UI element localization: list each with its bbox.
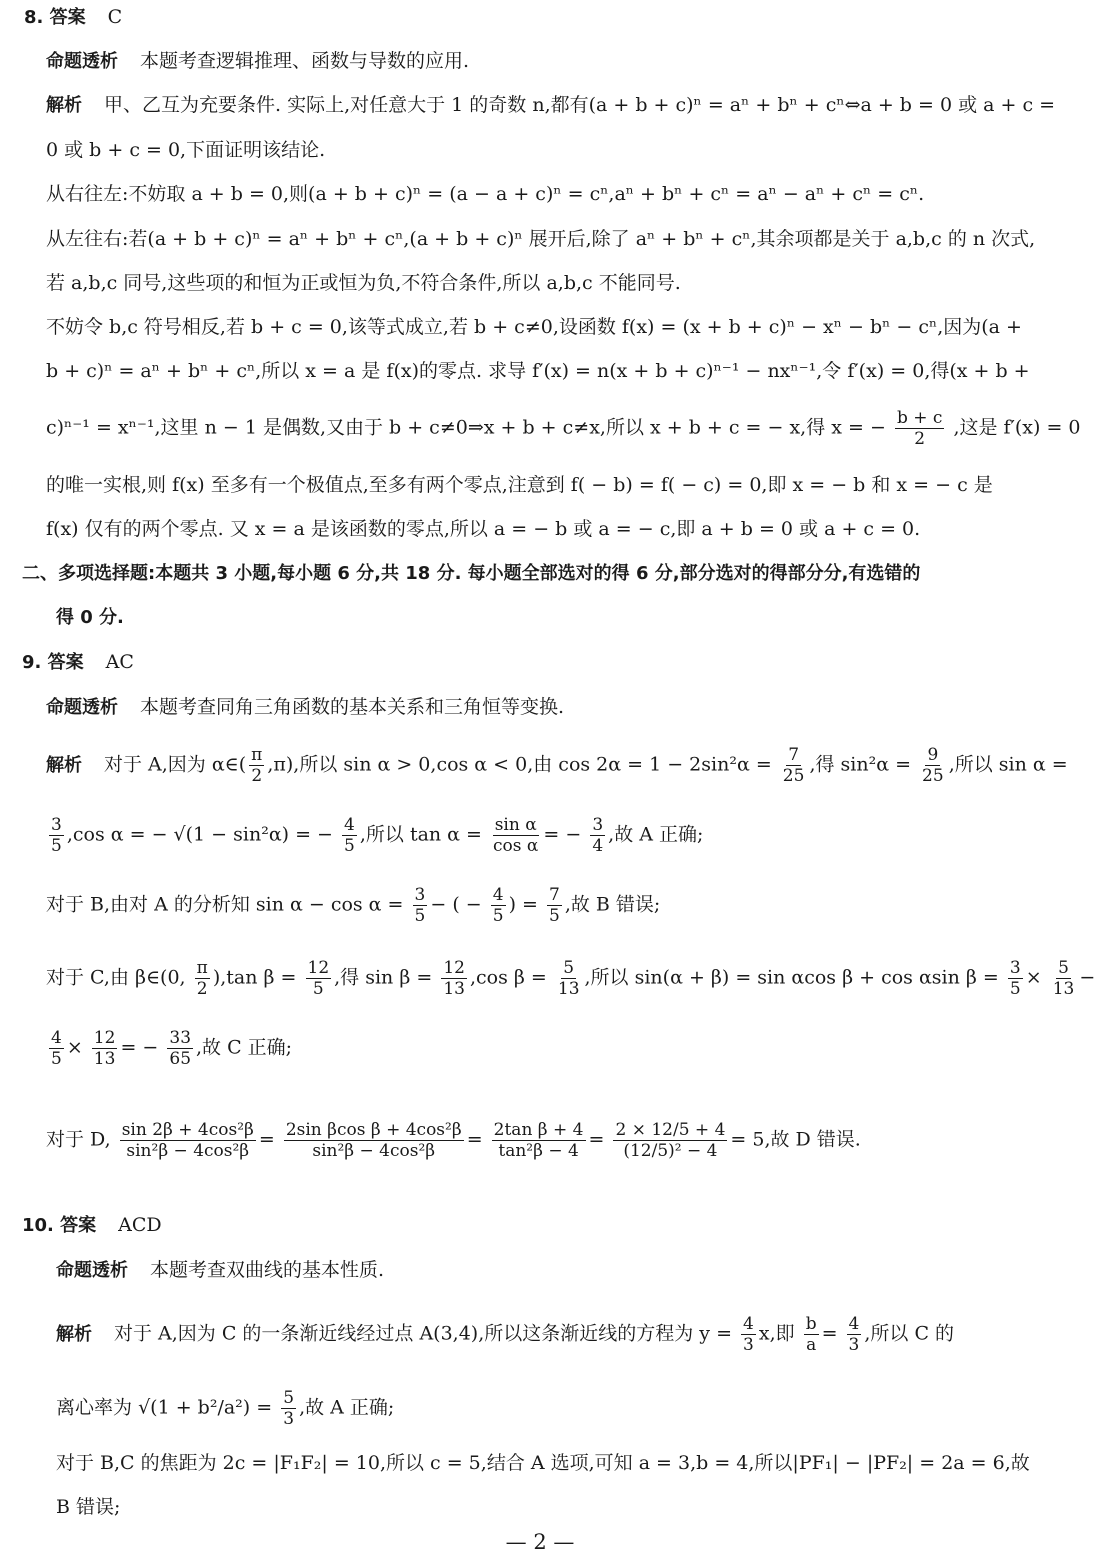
q9-answer: AC — [105, 651, 134, 673]
q9-e-den-5: 5 — [51, 1049, 62, 1069]
q8-answer-line — [24, 4, 1080, 31]
q9-analysis-tag: 命题透析 — [46, 697, 118, 718]
q9-e-frac-33-65 — [167, 1028, 193, 1069]
q8-text-7: b + c)ⁿ = aⁿ + bⁿ + cⁿ,所以 x = a 是 f(x)的零点. 求导 f′(x) = n(x + b + c)ⁿ⁻¹ − nxⁿ⁻¹,令 f′(x) = 0,得(x + b + — [46, 360, 1030, 382]
q9-a-text-1: 对于 A,因为 α∈ — [104, 753, 239, 776]
q9-c-den-5c: 5 — [549, 906, 560, 926]
q10-b-num-5: 5 — [283, 1388, 295, 1408]
q9-e-text-2: = − — [120, 1036, 159, 1059]
q9-b-den-4: 4 — [592, 836, 604, 856]
q10-analysis-tag: 命题透析 — [56, 1260, 128, 1281]
q9-f-num-4: 2 × 12/5 + 4 — [615, 1120, 726, 1140]
q9-f-frac-4 — [613, 1120, 727, 1161]
q9-d-num-3: 3 — [1009, 958, 1021, 978]
q9-f-num-3: 2tan β + 4 — [493, 1120, 584, 1140]
q9-d-text-3: ,得 sin β = — [334, 966, 433, 989]
q9-b-num-3: 3 — [51, 815, 62, 835]
q10-a-frac-4-3 — [741, 1314, 756, 1355]
q9-analysis-line — [46, 694, 1080, 721]
q9-c-frac-4-5 — [491, 885, 506, 926]
q9-d-num-12b: 12 — [443, 958, 465, 978]
q9-a-text-4: ,所以 sin α = — [948, 753, 1068, 776]
q9-f-frac-1 — [120, 1120, 256, 1161]
q9-d-frac-5-13 — [556, 958, 582, 999]
q8-text-6: 不妨令 b,c 符号相反,若 b + c = 0,该等式成立,若 b + c≠0,设函数 f(x) = (x + b + c)ⁿ − xⁿ − bⁿ − cⁿ,因为(a + — [46, 316, 1022, 338]
q8-text-9: 的唯一实根,则 f(x) 至多有一个极值点,至多有两个零点,注意到 f( − b) = f( − c) = 0,即 x = − b 和 x = − c 是 — [46, 474, 993, 496]
q9-analysis-text: 本题考查同角三角函数的基本关系和三角恒等变换. — [140, 696, 565, 718]
q9-d-num-5b: 5 — [1058, 958, 1069, 978]
q9-b-num-4: 4 — [344, 815, 355, 835]
q9-c-frac-3-5 — [413, 885, 428, 926]
q9-f-text-1: 对于 D, — [46, 1128, 111, 1151]
q9-b-text-4: ,故 A 正确; — [608, 823, 704, 846]
q10-answer-line — [22, 1212, 1080, 1239]
q9-f-frac-3 — [492, 1120, 586, 1161]
q10-option-b-line-2: B 错误; — [56, 1496, 121, 1518]
q9-f-den-1: sin²β − 4cos²β — [126, 1141, 250, 1161]
q10-a-num-b: b — [805, 1314, 817, 1334]
q9-b-text-2: ,所以 tan α = — [359, 823, 482, 846]
q8-fraction — [895, 408, 944, 449]
q10-analysis-text: 本题考查双曲线的基本性质. — [150, 1259, 385, 1281]
q9-a-frac-pi2 — [249, 745, 264, 786]
q10-a-den-3: 3 — [743, 1335, 754, 1355]
q9-b-frac-3-4 — [590, 815, 605, 856]
q9-e-num-33: 33 — [169, 1028, 192, 1048]
q9-a-frac-7-25 — [781, 745, 807, 786]
q9-d-den-5: 5 — [312, 979, 324, 999]
q9-d-frac-3-5 — [1008, 958, 1023, 999]
q9-c-num-7: 7 — [549, 885, 560, 905]
section2-heading-1: 二、多项选择题:本题共 3 小题,每小题 6 分,共 18 分. 每小题全部选对的得 6 分,部分选对的得部分分,有选错的 — [22, 563, 921, 584]
q9-d-text-5: ,所以 sin(α + β) = sin αcos β + cos αsin β = — [584, 966, 999, 989]
q9-d-frac-12-5 — [306, 958, 332, 999]
q9-e-den-13: 13 — [93, 1049, 116, 1069]
q9-d-text-7: − — [1079, 966, 1095, 989]
q10-b-text-1: 离心率为 — [56, 1396, 133, 1419]
q9-b-frac-4-5 — [342, 815, 357, 856]
q9-c-text-2: − ( − — [430, 893, 482, 916]
q9-c-text-1: 对于 B,由对 A 的分析知 sin α − cos α = — [46, 893, 404, 916]
q9-d-frac-pi2 — [195, 958, 210, 999]
q10-a-num-4b: 4 — [848, 1314, 860, 1334]
q9-d-text-1: 对于 C,由 β∈(0, — [46, 966, 186, 989]
q8-text-8b: ,这是 f′(x) = 0 — [953, 416, 1081, 439]
q9-a-num-7: 7 — [788, 745, 800, 765]
q9-f-num-1: sin 2β + 4cos²β — [121, 1120, 254, 1140]
q9-f-frac-2 — [284, 1120, 464, 1161]
q9-f-den-3: tan²β − 4 — [498, 1141, 579, 1161]
q9-d-text-6: × — [1025, 966, 1042, 989]
q10-b-root: √(1 + b²/a²) — [138, 1396, 251, 1419]
q9-e-den-65: 65 — [169, 1049, 192, 1069]
q9-d-den-13: 13 — [443, 979, 465, 999]
q8-text-3: 从右往左:不妨取 a + b = 0,则(a + b + c)ⁿ = (a − a + c)ⁿ = cⁿ,aⁿ + bⁿ + cⁿ = aⁿ − aⁿ + cⁿ = cⁿ. — [46, 183, 925, 205]
q9-b-text-3: = − — [543, 823, 582, 846]
q9-e-text-3: ,故 C 正确; — [196, 1036, 293, 1059]
q8-text-8 — [46, 408, 1080, 449]
q9-b-den-5b: 5 — [344, 836, 355, 856]
q9-d-frac-5-13b — [1051, 958, 1077, 999]
q10-b-text-2: = — [256, 1396, 273, 1419]
q9-c-num-4: 4 — [492, 885, 504, 905]
q8-answer-label: 8. 答案 — [24, 7, 86, 28]
q9-e-frac-12-13 — [92, 1028, 118, 1069]
section2-heading-2: 得 0 分. — [56, 607, 124, 628]
q10-analysis-line — [56, 1257, 1080, 1284]
page-number: — 2 — — [505, 1530, 575, 1554]
q9-option-d-line: 对于 D, $\frac{\text{sin 2β + 4cos²β}}{\text{sin²β − 4cos²β}}$ = $\frac{\text{2sin βcos β + 4cos²β}}{\text{sin²β − 4cos²β}}$ = $\frac{\text{2tan β + 4}}{\text{tan²β − 4}}$ = $\frac{2 \times 12/5 + 4}{\text{(12/5)² − 4}}$ = 5,故 D 错误. — [46, 1120, 861, 1161]
q8-frac-den: 2 — [914, 429, 926, 449]
q9-option-b-line — [46, 885, 1080, 926]
q9-c-text-3: ) = — [508, 893, 538, 916]
q10-option-b-line-1: 对于 B,C 的焦距为 2c = |F₁F₂| = 10,所以 c = 5,结合 A 选项,可知 a = 3,b = 4,所以|PF₁| − |PF₂| = 2a = 6,故 — [56, 1452, 1030, 1474]
q10-answer: ACD — [118, 1214, 162, 1236]
q10-a-den-3b: 3 — [848, 1335, 860, 1355]
q8-text-4: 从左往右:若(a + b + c)ⁿ = aⁿ + bⁿ + cⁿ,(a + b + c)ⁿ 展开后,除了 aⁿ + bⁿ + cⁿ,其余项都是关于 a,b,c 的 n 次式, — [46, 228, 1036, 250]
q9-answer-line — [22, 649, 1080, 676]
q10-solution-tag: 解析 — [56, 1323, 92, 1345]
q10-option-a-line-2 — [56, 1388, 1080, 1429]
q8-analysis-line — [46, 48, 1080, 75]
q8-text-8a: c)ⁿ⁻¹ = xⁿ⁻¹,这里 n − 1 是偶数,又由于 b + c≠0⇒x + b + c≠x,所以 x + b + c = − x,得 x = − — [46, 416, 886, 439]
q10-a-num-4: 4 — [743, 1314, 754, 1334]
q10-a-den-a: a — [806, 1335, 817, 1355]
q9-solution-tag: 解析 — [46, 754, 82, 776]
q10-a-text-3: = — [821, 1322, 838, 1345]
q9-d-frac-12-13 — [441, 958, 467, 999]
q10-a-frac-b-a — [804, 1314, 819, 1355]
q10-a-text-4: ,所以 C 的 — [864, 1322, 955, 1345]
q9-d-num-5: 5 — [563, 958, 575, 978]
q9-d-den-13b: 13 — [557, 979, 580, 999]
q9-e-frac-4-5 — [49, 1028, 64, 1069]
q10-a-text-1: 对于 A,因为 C 的一条渐近线经过点 A(3,4),所以这条渐近线的方程为 y = — [114, 1322, 732, 1345]
q9-c-text-4: ,故 B 错误; — [564, 893, 661, 916]
q8-solution-line-1 — [46, 92, 1080, 119]
q9-d-text-2: ),tan β = — [212, 966, 297, 989]
q10-answer-label: 10. 答案 — [22, 1215, 97, 1236]
q9-e-num-4: 4 — [51, 1028, 62, 1048]
q9-d-num-12: 12 — [307, 958, 330, 978]
q8-answer: C — [107, 6, 123, 28]
q8-solution-tag: 解析 — [46, 95, 82, 116]
q9-d-den-2: 2 — [196, 979, 208, 999]
q9-c-den-5: 5 — [414, 906, 426, 926]
q10-b-den-3: 3 — [283, 1409, 295, 1429]
q8-frac-num: b + c — [896, 408, 943, 428]
q9-f-text-2: = 5,故 D 错误. — [730, 1128, 861, 1151]
q9-c-frac-7-5 — [547, 885, 562, 926]
q9-b-den-5: 5 — [51, 836, 62, 856]
q9-b-num-sin: sin α — [494, 815, 537, 835]
q8-text-10: f(x) 仅有的两个零点. 又 x = a 是该函数的零点,所以 a = − b 或 a = − c,即 a + b = 0 或 a + c = 0. — [46, 518, 921, 540]
q9-option-c-line-1 — [46, 958, 1095, 999]
q9-f-den-4: (12/5)² − 4 — [623, 1141, 718, 1161]
q9-b-frac-3-5 — [49, 815, 64, 856]
q9-d-num-pi: π — [196, 958, 208, 978]
q9-a-frac-num: π — [251, 745, 263, 765]
q9-b-den-cos: cos α — [493, 836, 539, 856]
q10-b-text-3: ,故 A 正确; — [299, 1396, 395, 1419]
q9-d-den-13c: 13 — [1052, 979, 1075, 999]
q9-option-c-line-2 — [46, 1028, 1080, 1069]
q10-option-a-line-1 — [56, 1314, 1080, 1355]
q10-a-frac-4-3b — [847, 1314, 862, 1355]
q9-d-text-4: ,cos β = — [469, 966, 547, 989]
q10-a-text-2: x,即 — [758, 1322, 795, 1345]
q9-b-num-3b: 3 — [592, 815, 604, 835]
q9-a-den-25b: 25 — [922, 766, 944, 786]
q10-b-frac-5-3 — [281, 1388, 296, 1429]
q8-text-2: 0 或 b + c = 0,下面证明该结论. — [46, 139, 326, 161]
q9-a-frac-9-25 — [920, 745, 946, 786]
q9-a-text-2: ,π),所以 sin α > 0,cos α < 0,由 cos 2α = 1 − 2sin²α = — [267, 753, 772, 776]
q9-f-num-2: 2sin βcos β + 4cos²β — [285, 1120, 462, 1140]
q9-c-den-5b: 5 — [492, 906, 504, 926]
q9-c-num-3: 3 — [414, 885, 426, 905]
q8-text-1: 甲、乙互为充要条件. 实际上,对任意大于 1 的奇数 n,都有(a + b + c)ⁿ = aⁿ + bⁿ + cⁿ⇔a + b = 0 或 a + c = — [104, 94, 1056, 116]
q8-analysis-tag: 命题透析 — [46, 51, 118, 72]
q9-a-frac-den: 2 — [251, 766, 263, 786]
q9-e-text-1: × — [66, 1036, 83, 1059]
q9-option-a-line-2 — [46, 815, 1080, 856]
q9-f-den-2: sin²β − 4cos²β — [312, 1141, 436, 1161]
q9-d-den-5b: 5 — [1009, 979, 1021, 999]
q9-b-frac-sin-cos — [491, 815, 540, 856]
q9-option-a-line-1: 解析 对于 A,因为 α∈( $\frac{\pi}{2}$ ,π),所以 sin α > 0,cos α < 0,由 cos 2α = 1 − 2sin²α = $\frac{7}{25}$ ,得 sin²α = $\frac{9}{25}$ ,所以 sin α = — [46, 745, 1068, 786]
q9-b-text-1: ,cos α = − √(1 − sin²α) = − — [66, 823, 333, 846]
q9-answer-label: 9. 答案 — [22, 652, 84, 673]
q8-text-5: 若 a,b,c 同号,这些项的和恒为正或恒为负,不符合条件,所以 a,b,c 不能同号. — [46, 272, 681, 294]
q9-a-den-25: 25 — [782, 766, 805, 786]
q8-analysis-text: 本题考查逻辑推理、函数与导数的应用. — [140, 50, 470, 72]
q9-e-num-12: 12 — [93, 1028, 116, 1048]
q9-a-text-3: ,得 sin²α = — [809, 753, 911, 776]
q9-a-num-9: 9 — [927, 745, 939, 765]
